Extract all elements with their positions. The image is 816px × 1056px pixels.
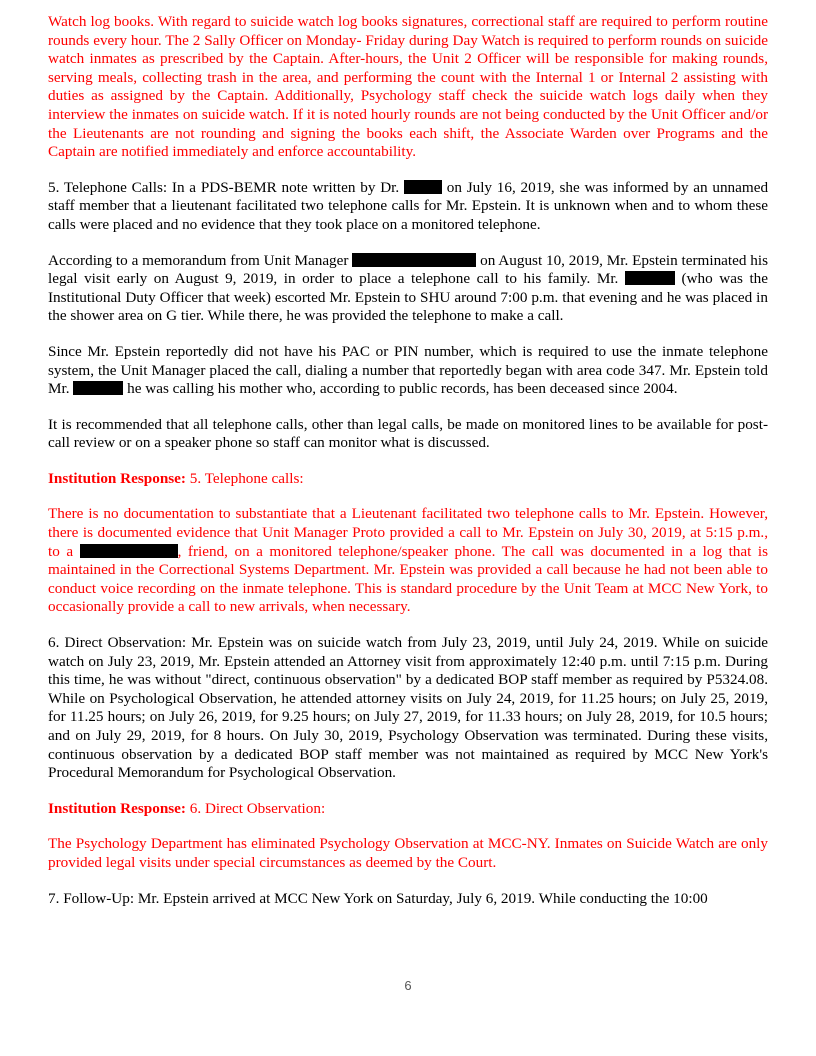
recommendation-paragraph: It is recommended that all telephone calls, other than legal calls, be made on monitored lines to be available for post-call review or on a speaker phone so staff can monitor what is discussed. xyxy=(48,415,768,452)
pin-number-paragraph xyxy=(48,343,768,399)
institution-response-heading-6 xyxy=(48,800,768,819)
memorandum-paragraph xyxy=(48,252,768,326)
institution-response-title: 5. Telephone calls: xyxy=(185,469,304,487)
observation-response-paragraph: The Psychology Department has eliminated Psychology Observation at MCC-NY. Inmates on Suicide Watch are only provided legal visits under special circumstances as deemed by the Court. xyxy=(48,835,768,871)
institution-response-label: Institution Response: xyxy=(48,799,186,817)
follow-up-paragraph: 7. Follow-Up: Mr. Epstein arrived at MCC New York on Saturday, July 6, 2019. While conducting the 10:00 xyxy=(48,889,708,907)
telephone-response-paragraph xyxy=(48,505,768,617)
telephone-response-text-b: , friend, on a monitored telephone/speaker phone. The call was documented in a log that is maintained in the Correctional Systems Department. Mr. Epstein was provided a call because he had not been able to conduct voice recording on the inmate telephone. This is standard procedure by the Unit Team at MCC New York, to occasionally provide a call to new arrivals, when necessary. xyxy=(48,542,768,616)
memorandum-text-a: According to a memorandum from Unit Manager xyxy=(48,251,349,269)
document-body xyxy=(48,13,768,925)
redaction-box xyxy=(404,180,442,194)
psychology-log-paragraph: Watch log books. With regard to suicide watch log books signatures, correctional staff are required to perform routine rounds every hour. The 2 Sally Officer on Monday- Friday during Day Watch is required to perform rounds on suicide watch inmates as prescribed by the Captain. After-hours, the Unit 2 Officer will be responsible for making rounds, serving meals, collecting trash in the area, and performing the count with the Internal 1 or Internal 2 assisting with duties as assigned by the Captain. Additionally, Psychology staff check the suicide watch logs daily when they interview the inmates on suicide watch. If it is noted hourly rounds are not being conducted by the Unit Officer and/or the Lieutenants are not rounding and signing the books each shift, the Associate Warden over Programs and the Captain are notified immediately and enforce accountability. xyxy=(48,13,768,161)
redaction-box xyxy=(80,544,178,558)
memorandum-text-b: on August 10, 2019, Mr. Epstein terminated his legal visit early on August 9, 2019, in order to place a telephone call to his family. Mr. xyxy=(48,251,768,288)
institution-response-label: Institution Response: xyxy=(48,469,186,487)
direct-observation-paragraph: 6. Direct Observation: Mr. Epstein was on suicide watch from July 23, 2019, until July 24, 2019. While on suicide watch on July 23, 2019, Mr. Epstein attended an Attorney visit from approximately 12:40 p.m. until 7:15 p.m. During this time, he was without "direct, continuous observation" by a dedicated BOP staff member as required by P5324.08. While on Psychological Observation, he attended attorney visits on July 24, 2019, for 11.25 hours; on July 25, 2019, for 11.25 hours; on July 26, 2019, for 9.25 hours; on July 27, 2019, for 11.33 hours; on July 28, 2019, for 10.5 hours; and on July 29, 2019, for 8 hours. On July 30, 2019, Psychology Observation was terminated. During these visits, continuous observation by a dedicated BOP staff member was not maintained as required by MCC New York's Procedural Memorandum for Psychological Observation. xyxy=(48,634,768,782)
telephone-calls-paragraph xyxy=(48,179,768,235)
redaction-box xyxy=(352,253,476,267)
institution-response-heading-5 xyxy=(48,470,768,489)
redaction-box xyxy=(625,271,675,285)
telephone-calls-text-a: 5. Telephone Calls: In a PDS-BEMR note written by Dr. xyxy=(48,178,400,196)
pin-number-text-b: he was calling his mother who, according to public records, has been deceased since 2004. xyxy=(127,380,678,398)
institution-response-title: 6. Direct Observation: xyxy=(185,799,326,817)
redaction-box xyxy=(73,381,123,395)
telephone-response-text-a: There is no documentation to substantiate that a Lieutenant facilitated two telephone calls to Mr. Epstein. However, there is documented evidence that Unit Manager Proto provided a call to Mr. Epstein on July 30, 2019, at 5:15 p.m., to a xyxy=(48,505,768,560)
page-number: 6 xyxy=(404,978,412,993)
memorandum-text-c: (who was the Institutional Duty Officer that week) escorted Mr. Epstein to SHU around 7:00 p.m. that evening and he was placed in the shower area on G tier. While there, he was provided the telephone to make a call. xyxy=(48,270,769,325)
pin-number-text-a: Since Mr. Epstein reportedly did not have his PAC or PIN number, which is required to use the inmate telephone system, the Unit Manager placed the call, dialing a number that reportedly began with area code 347. Mr. Epstein told Mr. xyxy=(48,342,768,398)
telephone-calls-text-b: on July 16, 2019, she was informed by an unnamed staff member that a lieutenant facilitated two telephone calls for Mr. Epstein. It is unknown when and to whom these calls were placed and no evidence that they took place on a monitored telephone. xyxy=(48,178,769,233)
